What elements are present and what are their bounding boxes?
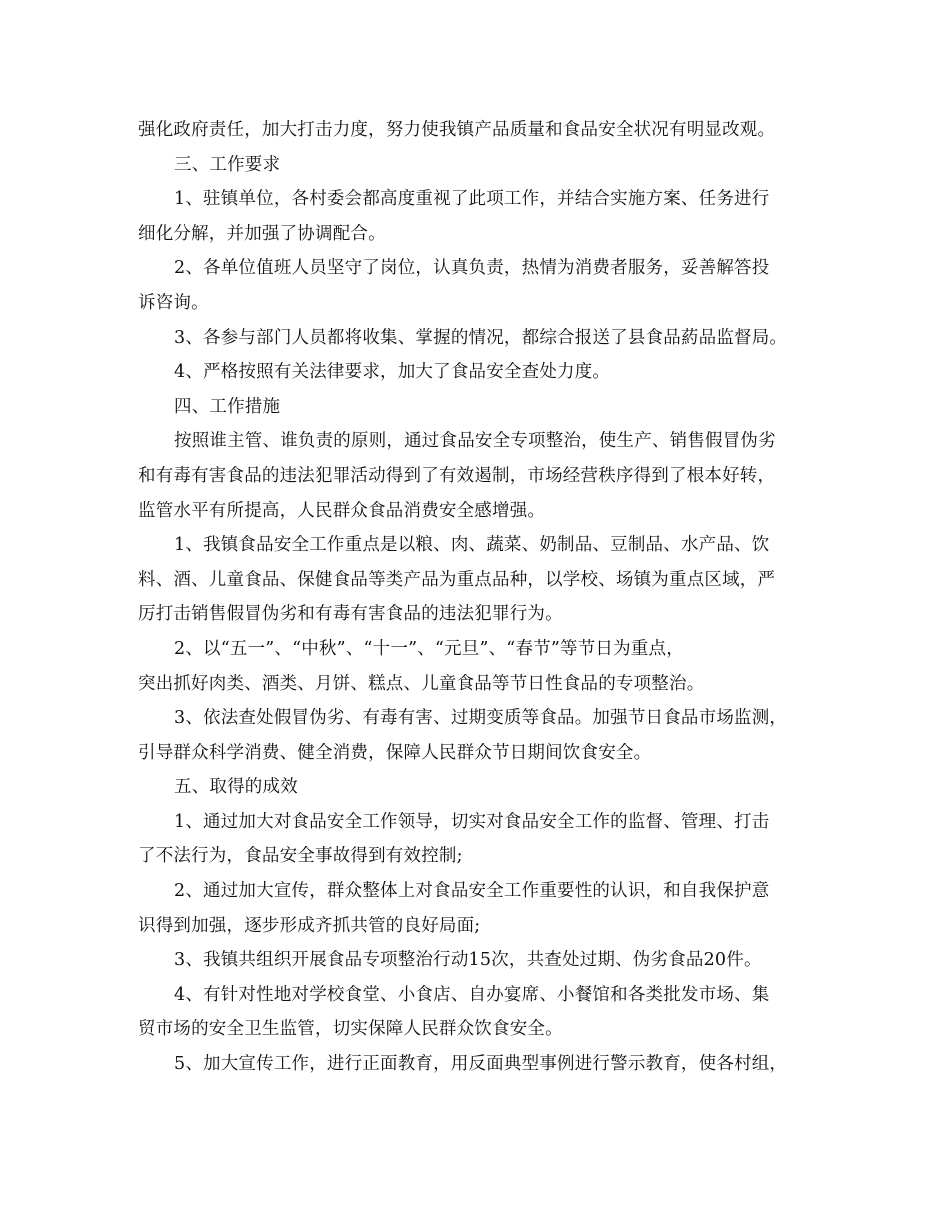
body-text-line: 诉咨询。 bbox=[138, 292, 209, 313]
body-text-line: 突出抓好肉类、酒类、月饼、糕点、儿童食品等节日性食品的专项整治。 bbox=[138, 673, 705, 694]
body-text-line: 按照谁主管、谁负责的原则，通过食品安全专项整治，使生产、销售假冒伪劣 bbox=[174, 431, 776, 452]
body-text-line: 2、各单位值班人员坚守了岗位，认真负责，热情为消费者服务，妥善解答投 bbox=[174, 258, 770, 279]
body-text-line: 2、通过加大宣传，群众整体上对食品安全工作重要性的认识，和自我保护意 bbox=[174, 881, 770, 902]
document-body bbox=[138, 113, 828, 1082]
body-text-line: 3、各参与部门人员都将收集、掌握的情况，都综合报送了县食品葯品监督局。 bbox=[174, 327, 788, 348]
body-text-line: 5、加大宣传工作，进行正面教育，用反面典型事例进行警示教育，使各村组， bbox=[174, 1054, 788, 1075]
section-heading-results: 五、取得的成效 bbox=[174, 777, 298, 798]
body-text-line: 2、以“五一”、“中秋”、“十一”、“元旦”、“春节”等节日为重点， bbox=[174, 638, 684, 659]
body-text-line: 4、有针对性地对学校食堂、小食店、自办宴席、小餐馆和各类批发市场、集 bbox=[174, 984, 770, 1005]
body-text-line: 细化分解，并加强了协调配合。 bbox=[138, 223, 386, 244]
section-heading-work-measures: 四、工作措施 bbox=[174, 396, 281, 417]
body-text-line: 1、驻镇单位，各村委会都高度重视了此项工作，并结合实施方案、任务进行 bbox=[174, 189, 770, 210]
body-text-line: 识得到加强，逐步形成齐抓共管的良好局面; bbox=[138, 915, 481, 936]
body-text-line: 了不法行为，食品安全事故得到有效控制; bbox=[138, 846, 463, 867]
body-text-line: 引导群众科学消费、健全消费，保障人民群众节日期间饮食安全。 bbox=[138, 742, 652, 763]
body-text-line: 1、通过加大对食品安全工作领导，切实对食品安全工作的监督、管理、打击 bbox=[174, 811, 770, 832]
body-text-line: 强化政府责任，加大打击力度，努力使我镇产品质量和食品安全状况有明显改观。 bbox=[138, 120, 776, 140]
body-text-line: 4、严格按照有关法律要求，加大了食品安全查处力度。 bbox=[174, 362, 611, 383]
body-text-line: 厉打击销售假冒伪劣和有毒有害食品的违法犯罪行为。 bbox=[138, 604, 563, 625]
body-text-line: 3、我镇共组织开展食品专项整治行动15次，共查处过期、伪劣食品20件。 bbox=[174, 950, 762, 971]
body-text-line: 3、依法查处假冒伪劣、有毒有害、过期变质等食品。加强节日食品市场监测， bbox=[174, 708, 788, 729]
section-heading-work-requirements: 三、工作要求 bbox=[174, 154, 281, 175]
body-text-line: 贸市场的安全卫生监管，切实保障人民群众饮食安全。 bbox=[138, 1019, 563, 1040]
body-text-line: 和有毒有害食品的违法犯罪活动得到了有效遏制，市场经营秩序得到了根本好转， bbox=[138, 465, 776, 486]
body-text-line: 料、酒、儿童食品、保健食品等类产品为重点品种，以学校、场镇为重点区域，严 bbox=[138, 569, 776, 590]
body-text-line: 监管水平有所提高，人民群众食品消费安全感增强。 bbox=[138, 500, 546, 521]
body-text-line: 1、我镇食品安全工作重点是以粮、肉、蔬菜、奶制品、豆制品、水产品、饮 bbox=[174, 535, 770, 556]
